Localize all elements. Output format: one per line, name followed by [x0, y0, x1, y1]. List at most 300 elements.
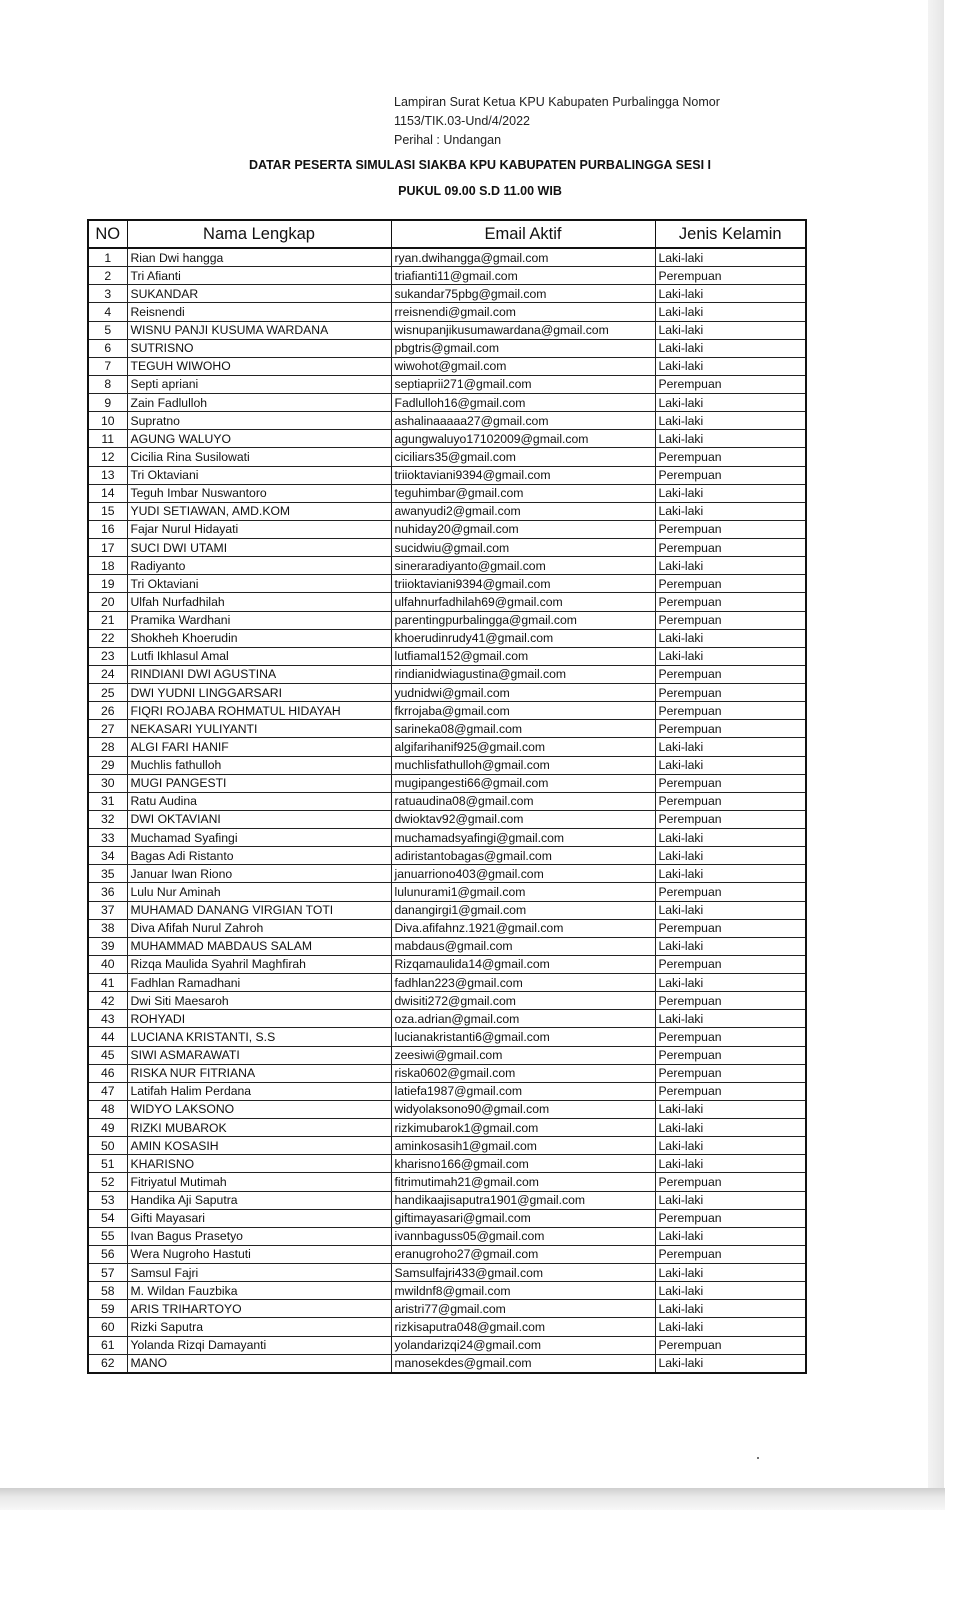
table-row	[88, 248, 806, 267]
cell-name: Ivan Bagus Prasetyo	[127, 1227, 391, 1245]
cell-email: lulunurami1@gmail.com	[391, 883, 655, 901]
cell-email: parentingpurbalingga@gmail.com	[391, 611, 655, 629]
cell-name: Muchamad Syafingi	[127, 829, 391, 847]
cell-email: giftimayasari@gmail.com	[391, 1209, 655, 1227]
cell-email: fadhlan223@gmail.com	[391, 974, 655, 992]
cell-email: rizkisaputra048@gmail.com	[391, 1318, 655, 1336]
table-row	[88, 1300, 806, 1318]
cell-gender: Perempuan	[655, 720, 806, 738]
cell-no: 25	[88, 684, 127, 702]
cell-no: 22	[88, 629, 127, 647]
cell-email: Diva.afifahnz.1921@gmail.com	[391, 919, 655, 937]
cell-gender: Laki-laki	[655, 629, 806, 647]
table-row	[88, 575, 806, 593]
cell-gender: Perempuan	[655, 539, 806, 557]
cell-no: 61	[88, 1336, 127, 1354]
cell-name: SIWI ASMARAWATI	[127, 1046, 391, 1064]
cell-gender: Perempuan	[655, 375, 806, 393]
table-row	[88, 412, 806, 430]
cell-no: 1	[88, 248, 127, 267]
cell-name: Yolanda Rizqi Damayanti	[127, 1336, 391, 1354]
cell-no: 3	[88, 285, 127, 303]
cell-no: 43	[88, 1010, 127, 1028]
cell-email: januarriono403@gmail.com	[391, 865, 655, 883]
table-row	[88, 792, 806, 810]
column-header-no: NO	[88, 220, 127, 248]
table-row	[88, 357, 806, 375]
cell-gender: Laki-laki	[655, 1119, 806, 1137]
cell-no: 18	[88, 557, 127, 575]
header-line-1: Lampiran Surat Ketua KPU Kabupaten Purbalingga Nomor	[394, 95, 720, 109]
cell-no: 17	[88, 539, 127, 557]
cell-no: 29	[88, 756, 127, 774]
cell-name: Tri Afianti	[127, 267, 391, 285]
cell-name: Bagas Adi Ristanto	[127, 847, 391, 865]
cell-name: RINDIANI DWI AGUSTINA	[127, 665, 391, 683]
table-row	[88, 1191, 806, 1209]
cell-email: muchlisfathulloh@gmail.com	[391, 756, 655, 774]
cell-name: Tri Oktaviani	[127, 575, 391, 593]
cell-name: YUDI SETIAWAN, AMD.KOM	[127, 502, 391, 520]
cell-email: ulfahnurfadhilah69@gmail.com	[391, 593, 655, 611]
cell-gender: Perempuan	[655, 1028, 806, 1046]
column-header-name: Nama Lengkap	[127, 220, 391, 248]
cell-email: awanyudi2@gmail.com	[391, 502, 655, 520]
table-row	[88, 1119, 806, 1137]
cell-gender: Laki-laki	[655, 974, 806, 992]
cell-email: nuhiday20@gmail.com	[391, 520, 655, 538]
cell-no: 30	[88, 774, 127, 792]
cell-email: ashalinaaaaa27@gmail.com	[391, 412, 655, 430]
cell-no: 60	[88, 1318, 127, 1336]
table-row	[88, 448, 806, 466]
cell-no: 26	[88, 702, 127, 720]
cell-email: oza.adrian@gmail.com	[391, 1010, 655, 1028]
cell-no: 28	[88, 738, 127, 756]
cell-no: 46	[88, 1064, 127, 1082]
table-body	[88, 248, 806, 1373]
cell-email: septiaprii271@gmail.com	[391, 375, 655, 393]
table-row	[88, 1046, 806, 1064]
cell-gender: Laki-laki	[655, 756, 806, 774]
table-row	[88, 1082, 806, 1100]
cell-gender: Laki-laki	[655, 412, 806, 430]
table-row	[88, 339, 806, 357]
cell-email: rreisnendi@gmail.com	[391, 303, 655, 321]
cell-no: 32	[88, 810, 127, 828]
cell-no: 45	[88, 1046, 127, 1064]
cell-gender: Perempuan	[655, 684, 806, 702]
table-row	[88, 557, 806, 575]
table-row	[88, 756, 806, 774]
cell-name: Pramika Wardhani	[127, 611, 391, 629]
cell-name: WIDYO LAKSONO	[127, 1100, 391, 1118]
cell-name: Samsul Fajri	[127, 1264, 391, 1282]
cell-gender: Laki-laki	[655, 248, 806, 267]
cell-no: 19	[88, 575, 127, 593]
cell-name: Rizki Saputra	[127, 1318, 391, 1336]
cell-name: Cicilia Rina Susilowati	[127, 448, 391, 466]
table-row	[88, 1155, 806, 1173]
cell-gender: Laki-laki	[655, 1227, 806, 1245]
cell-name: RIZKI MUBAROK	[127, 1119, 391, 1137]
cell-name: AGUNG WALUYO	[127, 430, 391, 448]
table-row	[88, 720, 806, 738]
cell-no: 33	[88, 829, 127, 847]
cell-no: 59	[88, 1300, 127, 1318]
cell-gender: Perempuan	[655, 792, 806, 810]
cell-name: Lutfi Ikhlasul Amal	[127, 647, 391, 665]
cell-gender: Laki-laki	[655, 285, 806, 303]
cell-email: yudnidwi@gmail.com	[391, 684, 655, 702]
table-row	[88, 466, 806, 484]
cell-name: MUHAMAD DANANG VIRGIAN TOTI	[127, 901, 391, 919]
cell-email: sarineka08@gmail.com	[391, 720, 655, 738]
cell-no: 20	[88, 593, 127, 611]
table-row	[88, 520, 806, 538]
cell-name: Diva Afifah Nurul Zahroh	[127, 919, 391, 937]
table-row	[88, 684, 806, 702]
cell-email: dwisiti272@gmail.com	[391, 992, 655, 1010]
cell-no: 49	[88, 1119, 127, 1137]
cell-name: ALGI FARI HANIF	[127, 738, 391, 756]
cell-name: Gifti Mayasari	[127, 1209, 391, 1227]
cell-gender: Laki-laki	[655, 847, 806, 865]
cell-no: 8	[88, 375, 127, 393]
cell-no: 57	[88, 1264, 127, 1282]
cell-email: dwioktav92@gmail.com	[391, 810, 655, 828]
cell-email: triioktaviani9394@gmail.com	[391, 575, 655, 593]
cell-no: 51	[88, 1155, 127, 1173]
cell-email: sukandar75pbg@gmail.com	[391, 285, 655, 303]
cell-name: Wera Nugroho Hastuti	[127, 1245, 391, 1263]
cell-gender: Perempuan	[655, 919, 806, 937]
cell-gender: Laki-laki	[655, 1282, 806, 1300]
cell-email: handikaajisaputra1901@gmail.com	[391, 1191, 655, 1209]
cell-no: 16	[88, 520, 127, 538]
cell-gender: Laki-laki	[655, 394, 806, 412]
table-row	[88, 883, 806, 901]
table-row	[88, 1282, 806, 1300]
cell-gender: Laki-laki	[655, 1191, 806, 1209]
table-row	[88, 774, 806, 792]
cell-no: 7	[88, 357, 127, 375]
cell-no: 24	[88, 665, 127, 683]
cell-name: Fajar Nurul Hidayati	[127, 520, 391, 538]
cell-name: Supratno	[127, 412, 391, 430]
cell-name: Ulfah Nurfadhilah	[127, 593, 391, 611]
cell-gender: Laki-laki	[655, 1100, 806, 1118]
cell-email: rizkimubarok1@gmail.com	[391, 1119, 655, 1137]
cell-gender: Perempuan	[655, 520, 806, 538]
cell-no: 53	[88, 1191, 127, 1209]
table-row	[88, 394, 806, 412]
cell-gender: Laki-laki	[655, 430, 806, 448]
cell-gender: Perempuan	[655, 466, 806, 484]
cell-name: SUKANDAR	[127, 285, 391, 303]
scan-edge-bottom	[0, 1488, 945, 1510]
cell-no: 14	[88, 484, 127, 502]
cell-no: 42	[88, 992, 127, 1010]
cell-gender: Perempuan	[655, 1046, 806, 1064]
cell-no: 9	[88, 394, 127, 412]
column-header-gender: Jenis Kelamin	[655, 220, 806, 248]
cell-gender: Laki-laki	[655, 901, 806, 919]
cell-name: TEGUH WIWOHO	[127, 357, 391, 375]
table-row	[88, 1264, 806, 1282]
table-row	[88, 430, 806, 448]
scan-speck	[757, 1457, 759, 1459]
cell-gender: Laki-laki	[655, 339, 806, 357]
table-row	[88, 1064, 806, 1082]
cell-email: triioktaviani9394@gmail.com	[391, 466, 655, 484]
cell-name: Reisnendi	[127, 303, 391, 321]
cell-no: 41	[88, 974, 127, 992]
cell-no: 44	[88, 1028, 127, 1046]
cell-gender: Laki-laki	[655, 829, 806, 847]
cell-no: 6	[88, 339, 127, 357]
table-row	[88, 1137, 806, 1155]
cell-email: widyolaksono90@gmail.com	[391, 1100, 655, 1118]
cell-email: latiefa1987@gmail.com	[391, 1082, 655, 1100]
cell-gender: Perempuan	[655, 702, 806, 720]
cell-gender: Laki-laki	[655, 1137, 806, 1155]
cell-gender: Perempuan	[655, 1064, 806, 1082]
cell-no: 4	[88, 303, 127, 321]
title-line-2: PUKUL 09.00 S.D 11.00 WIB	[398, 184, 562, 198]
cell-no: 37	[88, 901, 127, 919]
cell-email: ryan.dwihangga@gmail.com	[391, 248, 655, 267]
cell-email: algifarihanif925@gmail.com	[391, 738, 655, 756]
cell-email: yolandarizqi24@gmail.com	[391, 1336, 655, 1354]
cell-email: fkrrojaba@gmail.com	[391, 702, 655, 720]
table-row	[88, 1354, 806, 1373]
cell-name: NEKASARI YULIYANTI	[127, 720, 391, 738]
cell-name: SUCI DWI UTAMI	[127, 539, 391, 557]
cell-no: 48	[88, 1100, 127, 1118]
cell-gender: Perempuan	[655, 1245, 806, 1263]
cell-no: 56	[88, 1245, 127, 1263]
table-row	[88, 937, 806, 955]
cell-gender: Laki-laki	[655, 1354, 806, 1373]
cell-no: 13	[88, 466, 127, 484]
cell-email: mwildnf8@gmail.com	[391, 1282, 655, 1300]
table-row	[88, 702, 806, 720]
cell-gender: Perempuan	[655, 575, 806, 593]
table-row	[88, 665, 806, 683]
cell-gender: Laki-laki	[655, 357, 806, 375]
cell-no: 15	[88, 502, 127, 520]
cell-email: Fadlulloh16@gmail.com	[391, 394, 655, 412]
cell-name: WISNU PANJI KUSUMA WARDANA	[127, 321, 391, 339]
table-row	[88, 847, 806, 865]
table-row	[88, 738, 806, 756]
table-row	[88, 955, 806, 973]
cell-name: Shokheh Khoerudin	[127, 629, 391, 647]
cell-name: Fadhlan Ramadhani	[127, 974, 391, 992]
cell-name: Tri Oktaviani	[127, 466, 391, 484]
table-row	[88, 303, 806, 321]
table-row	[88, 992, 806, 1010]
cell-name: AMIN KOSASIH	[127, 1137, 391, 1155]
table-row	[88, 1318, 806, 1336]
cell-no: 50	[88, 1137, 127, 1155]
cell-name: ARIS TRIHARTOYO	[127, 1300, 391, 1318]
cell-no: 55	[88, 1227, 127, 1245]
table-row	[88, 611, 806, 629]
cell-no: 62	[88, 1354, 127, 1373]
cell-email: zeesiwi@gmail.com	[391, 1046, 655, 1064]
cell-gender: Laki-laki	[655, 484, 806, 502]
cell-no: 34	[88, 847, 127, 865]
cell-gender: Perempuan	[655, 1173, 806, 1191]
cell-email: rindianidwiagustina@gmail.com	[391, 665, 655, 683]
cell-name: RISKA NUR FITRIANA	[127, 1064, 391, 1082]
cell-no: 39	[88, 937, 127, 955]
cell-email: wiwohot@gmail.com	[391, 357, 655, 375]
cell-gender: Perempuan	[655, 1082, 806, 1100]
cell-name: KHARISNO	[127, 1155, 391, 1173]
table-row	[88, 1245, 806, 1263]
cell-no: 10	[88, 412, 127, 430]
cell-name: MUGI PANGESTI	[127, 774, 391, 792]
cell-email: wisnupanjikusumawardana@gmail.com	[391, 321, 655, 339]
cell-gender: Laki-laki	[655, 738, 806, 756]
cell-email: sucidwiu@gmail.com	[391, 539, 655, 557]
cell-email: khoerudinrudy41@gmail.com	[391, 629, 655, 647]
cell-email: agungwaluyo17102009@gmail.com	[391, 430, 655, 448]
header-line-2: 1153/TIK.03-Und/4/2022	[394, 114, 530, 128]
table-row	[88, 502, 806, 520]
table-row	[88, 484, 806, 502]
cell-name: Januar Iwan Riono	[127, 865, 391, 883]
table-row	[88, 647, 806, 665]
cell-email: triafianti11@gmail.com	[391, 267, 655, 285]
cell-name: Dwi Siti Maesaroh	[127, 992, 391, 1010]
cell-gender: Laki-laki	[655, 557, 806, 575]
cell-no: 47	[88, 1082, 127, 1100]
cell-no: 38	[88, 919, 127, 937]
table-row	[88, 1227, 806, 1245]
cell-email: Rizqamaulida14@gmail.com	[391, 955, 655, 973]
cell-email: ivannbaguss05@gmail.com	[391, 1227, 655, 1245]
table-row	[88, 285, 806, 303]
cell-no: 11	[88, 430, 127, 448]
participant-table	[87, 219, 807, 1374]
cell-gender: Laki-laki	[655, 321, 806, 339]
cell-gender: Perempuan	[655, 955, 806, 973]
document-title	[0, 152, 930, 204]
scan-edge-right	[928, 0, 944, 1510]
cell-email: mugipangesti66@gmail.com	[391, 774, 655, 792]
cell-gender: Laki-laki	[655, 1300, 806, 1318]
cell-gender: Laki-laki	[655, 1318, 806, 1336]
table-row	[88, 629, 806, 647]
cell-gender: Perempuan	[655, 611, 806, 629]
cell-gender: Perempuan	[655, 593, 806, 611]
table-row	[88, 1010, 806, 1028]
cell-email: aristri77@gmail.com	[391, 1300, 655, 1318]
table-row	[88, 865, 806, 883]
cell-gender: Laki-laki	[655, 865, 806, 883]
table-header-row	[88, 220, 806, 248]
cell-name: DWI OKTAVIANI	[127, 810, 391, 828]
table-row	[88, 1100, 806, 1118]
table-row	[88, 539, 806, 557]
table-row	[88, 375, 806, 393]
cell-name: Zain Fadlulloh	[127, 394, 391, 412]
header-line-3: Perihal : Undangan	[394, 133, 502, 147]
cell-name: Fitriyatul Mutimah	[127, 1173, 391, 1191]
cell-no: 31	[88, 792, 127, 810]
cell-email: Samsulfajri433@gmail.com	[391, 1264, 655, 1282]
cell-name: Handika Aji Saputra	[127, 1191, 391, 1209]
cell-gender: Laki-laki	[655, 303, 806, 321]
cell-name: MANO	[127, 1354, 391, 1373]
cell-no: 40	[88, 955, 127, 973]
cell-name: FIQRI ROJABA ROHMATUL HIDAYAH	[127, 702, 391, 720]
table-row	[88, 974, 806, 992]
cell-gender: Perempuan	[655, 1336, 806, 1354]
cell-no: 54	[88, 1209, 127, 1227]
cell-email: ciciliars35@gmail.com	[391, 448, 655, 466]
cell-name: Rizqa Maulida Syahril Maghfirah	[127, 955, 391, 973]
cell-gender: Perempuan	[655, 448, 806, 466]
cell-gender: Laki-laki	[655, 937, 806, 955]
letter-header	[394, 93, 720, 150]
cell-gender: Perempuan	[655, 883, 806, 901]
table-row	[88, 829, 806, 847]
cell-gender: Perempuan	[655, 992, 806, 1010]
cell-name: DWI YUDNI LINGGARSARI	[127, 684, 391, 702]
cell-name: LUCIANA KRISTANTI, S.S	[127, 1028, 391, 1046]
cell-gender: Laki-laki	[655, 1010, 806, 1028]
cell-name: M. Wildan Fauzbika	[127, 1282, 391, 1300]
table-row	[88, 901, 806, 919]
cell-name: Septi apriani	[127, 375, 391, 393]
cell-email: teguhimbar@gmail.com	[391, 484, 655, 502]
cell-name: Rian Dwi hangga	[127, 248, 391, 267]
cell-email: ratuaudina08@gmail.com	[391, 792, 655, 810]
column-header-email: Email Aktif	[391, 220, 655, 248]
cell-email: manosekdes@gmail.com	[391, 1354, 655, 1373]
cell-name: Teguh Imbar Nuswantoro	[127, 484, 391, 502]
cell-email: mabdaus@gmail.com	[391, 937, 655, 955]
cell-no: 21	[88, 611, 127, 629]
cell-gender: Perempuan	[655, 810, 806, 828]
table-row	[88, 919, 806, 937]
cell-no: 23	[88, 647, 127, 665]
cell-gender: Laki-laki	[655, 647, 806, 665]
cell-name: Radiyanto	[127, 557, 391, 575]
cell-email: pbgtris@gmail.com	[391, 339, 655, 357]
cell-email: danangirgi1@gmail.com	[391, 901, 655, 919]
cell-email: aminkosasih1@gmail.com	[391, 1137, 655, 1155]
cell-name: MUHAMMAD MABDAUS SALAM	[127, 937, 391, 955]
cell-email: fitrimutimah21@gmail.com	[391, 1173, 655, 1191]
cell-no: 36	[88, 883, 127, 901]
cell-gender: Laki-laki	[655, 1155, 806, 1173]
cell-email: lucianakristanti6@gmail.com	[391, 1028, 655, 1046]
cell-name: Ratu Audina	[127, 792, 391, 810]
cell-email: sineraradiyanto@gmail.com	[391, 557, 655, 575]
cell-name: SUTRISNO	[127, 339, 391, 357]
cell-no: 2	[88, 267, 127, 285]
cell-name: Latifah Halim Perdana	[127, 1082, 391, 1100]
cell-email: lutfiamal152@gmail.com	[391, 647, 655, 665]
cell-gender: Perempuan	[655, 665, 806, 683]
cell-email: muchamadsyafingi@gmail.com	[391, 829, 655, 847]
